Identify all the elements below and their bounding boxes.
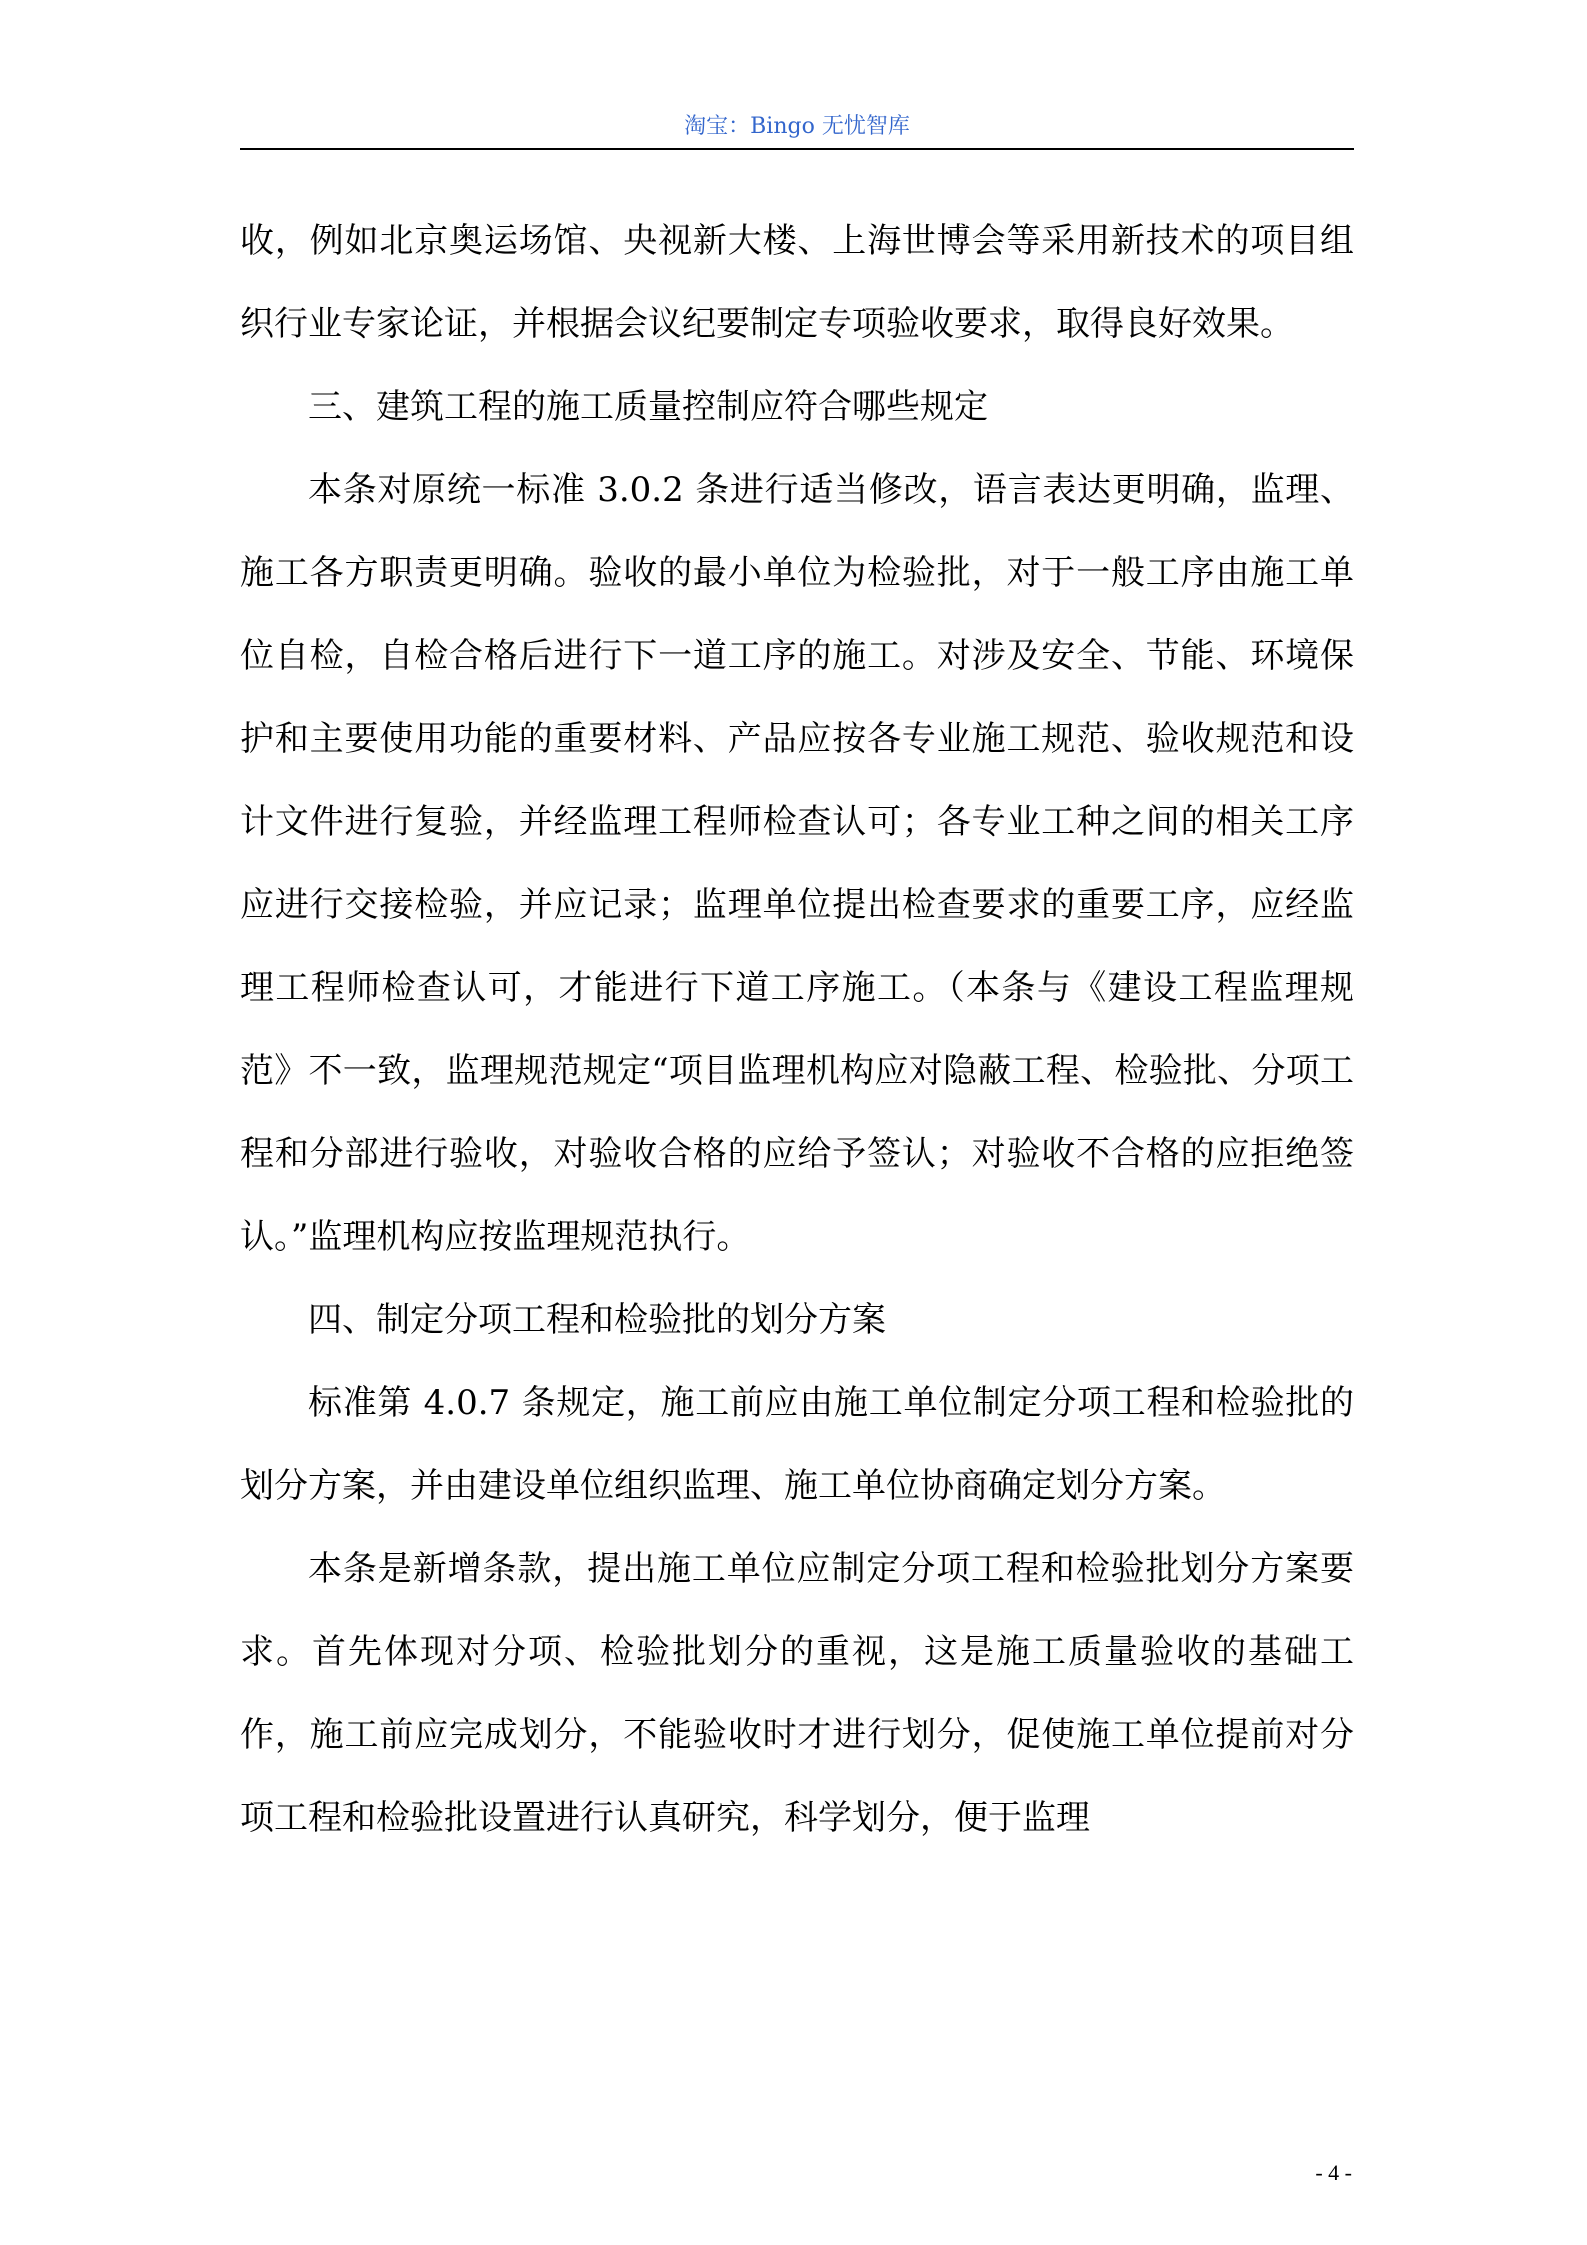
document-body — [240, 200, 1354, 1860]
header-text: 淘宝：Bingo 无忧智库 — [684, 114, 910, 139]
page-number: - 4 - — [1315, 2160, 1352, 2185]
paragraph: 收，例如北京奥运场馆、央视新大楼、上海世博会等采用新技术的项目组织行业专家论证，并根据会议纪要制定专项验收要求，取得良好效果。 — [240, 221, 1354, 344]
paragraph: 本条对原统一标准 3.0.2 条进行适当修改，语言表达更明确，监理、施工各方职责更明确。验收的最小单位为检验批，对于一般工序由施工单位自检，自检合格后进行下一道工序的施工。对涉及安全、节能、环境保护和主要使用功能的重要材料、产品应按各专业施工规范、验收规范和设计文件进行复验，并经监理工程师检查认可；各专业工种之间的相关工序应进行交接检验，并应记录；监理单位提出检查要求的重要工序，应经监理工程师检查认可，才能进行下道工序施工。（本条与《建设工程监理规范》不一致，监理规范规定“项目监理机构应对隐蔽工程、检验批、分项工程和分部进行验收，对验收合格的应给予签认；对验收不合格的应拒绝签认。”监理机构应按监理规范执行。 — [240, 470, 1354, 1257]
page-header — [240, 110, 1354, 150]
section-heading: 四、制定分项工程和检验批的划分方案 — [308, 1300, 886, 1340]
paragraph: 标准第 4.0.7 条规定，施工前应由施工单位制定分项工程和检验批的划分方案，并由建设单位组织监理、施工单位协商确定划分方案。 — [240, 1383, 1354, 1506]
section-heading: 三、建筑工程的施工质量控制应符合哪些规定 — [308, 387, 988, 427]
paragraph: 本条是新增条款，提出施工单位应制定分项工程和检验批划分方案要求。首先体现对分项、检验批划分的重视，这是施工质量验收的基础工作，施工前应完成划分，不能验收时才进行划分，促使施工单位提前对分项工程和检验批设置进行认真研究，科学划分，便于监理 — [240, 1549, 1354, 1838]
